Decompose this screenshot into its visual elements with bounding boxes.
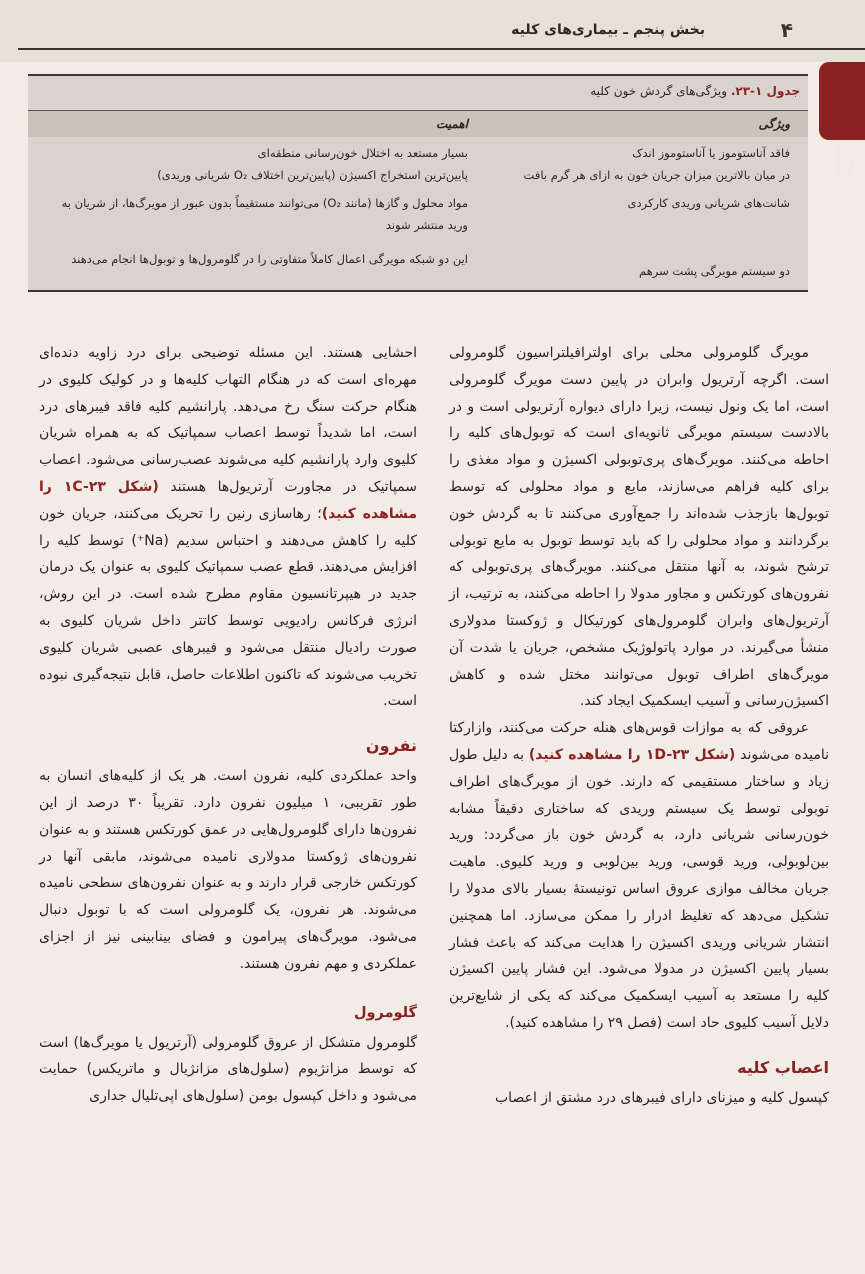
figure-reference: (شکل ۱D-۲۳ را مشاهده کنید) <box>528 746 736 763</box>
figure-reference: (شکل ۱C-۲۳ را مشاهده کنید) <box>39 478 417 522</box>
paragraph: کپسول کلیه و میزنای دارای فیبرهای درد مشتق از اعصاب <box>495 1089 829 1106</box>
renal-circulation-table <box>28 74 808 292</box>
table-cell-feature: شانت‌های شریانی وریدی کارکردی <box>627 196 790 210</box>
paragraph-text: به دلیل طول زیاد و ساختار مستقیمی که دارند. خون از مویرگ‌های اطراف توبولی توسط یک سیستم وریدی که ساختاری دقیقاً مشابه خون‌رسانی شریانی دارد، به گردش خون باز می‌گردد: ورید بین‌لوبولی، ورید قوسی، ورید بین‌لوبی و ورید کلیوی. ماهیت جریان مخالف موازی عروق اساس تونیستهٔ بسیار بالای مدولا را تشکیل می‌دهد که تغلیظ ادرار را ممکن می‌سازد. اما همچنین انتشار شریانی وریدی اکسیژن را هدایت می‌کند که باعث فشار بسیار پایین اکسیژن در مدولا می‌شود. این فشار پایین اکسیژن کلیه را مستعد به آسیب ایسکمیک می‌کند که یکی از شایع‌ترین دلایل آسیب کلیوی حاد است (فصل ۲۹ را مشاهده کنید). <box>449 746 829 1031</box>
table-cell-feature: دو سیستم مویرگی پشت سرهم <box>639 264 790 278</box>
table-row <box>28 190 808 246</box>
table-row <box>28 140 808 162</box>
page-header <box>0 0 865 62</box>
section-heading-renal-nerves: اعصاب کلیه <box>737 1057 829 1077</box>
table-cell-importance: این دو شبکه مویرگی اعمال کاملاً متفاوتی را در گلومرول‌ها و توبول‌ها انجام می‌دهند <box>71 252 468 266</box>
kidney-icon <box>829 140 857 184</box>
paragraph: گلومرول متشکل از عروق گلومرولی (آرتریول یا مویرگ‌ها) است که توسط مزانژیوم (سلول‌های مزانژیال و ماتریکس) حمایت می‌شود و داخل کپسول بومن (سلول‌های اپی‌تلیال جداری <box>39 1034 417 1105</box>
running-title: بخش پنجم ـ بیماری‌های کلیه <box>511 22 705 38</box>
paragraph-text: ؛ رهاسازی رنین را تحریک می‌کنند، جریان خون کلیه را کاهش می‌دهند و احتباس سدیم (Na⁺) توسط کلیه را افزایش می‌دهند. قطع عصب سمپاتیک کلیوی به عنوان یک درمان جدید در هیپرتانسیون مقاوم مطرح شده است. در این روش، انرژی فرکانس رادیویی توسط کاتتر داخل شریان کلیوی به صورت رادیال منتقل می‌شود و فیبرهای عصبی شریان کلیوی تخریب می‌شوند که تاکنون اطلاعات حاصل، قابل نتیجه‌گیری نبوده است. <box>39 505 418 710</box>
header-rule <box>18 48 865 50</box>
table-header-row <box>28 110 808 137</box>
column-header-feature: ویژگی <box>758 117 790 131</box>
paragraph: مویرگ گلومرولی محلی برای اولترافیلتراسیون گلومرولی است. اگرچه آرتریول وابران در پایین دست مویرگ گلومرولی است، اما یک ونول نیست، زیرا دارای دیواره آرتریولی است و در بالادست سیستم مویرگی ثانویه‌ای است که توبول‌های کلیه را احاطه می‌کنند. مویرگ‌های پری‌توبولی اکسیژن و مواد مغذی را برای کلیه فراهم می‌سازند، مایع و مواد محلولی که توسط توبول‌ها بازجذب شده‌اند را جمع‌آوری می‌کنند تا به گردش خون برگردانند و مواد محلولی را که باید توسط توبول به مایع توبولی ترشح شوند، به آنها منتقل می‌کنند. مویرگ‌های پری‌توبولی که نفرون‌های کورتکس و مجاور مدولا را احاطه می‌کنند، به ترتیب، از آرتریول‌های وابران گلومرول‌های کورتیکال و ژوکستا مدولاری منشأ می‌گیرند. در موارد پاتولوژیک مشخص، جریان یا شدت آن مویرگ‌های اطراف توبول می‌توانند مختل شده و کاهش اکسیژن‌رسانی و آسیب ایسکمیک ایجاد کند. <box>449 345 829 710</box>
paragraph <box>449 715 829 1037</box>
chapter-thumb-tab <box>819 62 865 140</box>
table-number: جدول ۱-۲۳. <box>730 84 800 98</box>
page-number: ۴ <box>780 18 793 42</box>
table-cell-importance: بسیار مستعد به اختلال خون‌رسانی منطقه‌ای <box>257 146 468 160</box>
paragraph: واحد عملکردی کلیه، نفرون است. هر یک از کلیه‌های انسان به طور تقریبی، ۱ میلیون نفرون دارد. تقریباً ۳۰ درصد از این نفرون‌ها دارای گلومرول‌هایی در عمق کورتکس هستند و به عنوان نفرون‌های ژوکستا مدولاری نامیده می‌شوند، مابقی آنها در کورتکس خارجی قرار دارند و به عنوان نفرون‌های سطحی نامیده می‌شوند. هر نفرون، یک گلومرولی است که با توبول دنبال می‌شود. مویرگ‌های پیرامون و فضای بینابینی نیز از اجزای عملکردی و مهم نفرون هستند. <box>39 768 417 972</box>
left-text-column <box>39 340 417 1110</box>
paragraph-text: عروقی که به موازات قوس‌های هنله حرکت می‌کنند، وازارکتا نامیده می‌شوند <box>449 720 829 763</box>
section-heading-nephron: نفرون <box>365 736 417 756</box>
paragraph <box>39 340 417 715</box>
section-heading-glomerulus: گلومرول <box>353 1004 417 1021</box>
table-cell-feature: فاقد آناستوموز یا آناستوموز اندک <box>632 146 790 160</box>
table-cell-feature: در میان بالاترین میزان جریان خون به ازای هر گرم بافت <box>523 168 790 182</box>
table-row <box>28 246 808 278</box>
table-cell-importance: پایین‌ترین استخراج اکسیژن (پایین‌ترین اختلاف O₂ شریانی وریدی) <box>157 168 468 182</box>
table-body <box>28 140 808 278</box>
table-row <box>28 162 808 190</box>
table-cell-importance: مواد محلول و گازها (مانند O₂) می‌توانند مستقیماً بدون عبور از مویرگ‌ها، از شریان به ورید منتشر شوند <box>61 196 468 232</box>
table-caption <box>590 84 800 98</box>
table-title: ویژگی‌های گردش خون کلیه <box>590 84 731 98</box>
paragraph-text: احشایی هستند. این مسئله توضیحی برای درد زاویه دنده‌ای مهره‌ای است که در هنگام التهاب کلیه‌ها و در کولیک کلیوی در هنگام حرکت سنگ رخ می‌دهد. پارانشیم کلیه فاقد فیبرهای درد است، اما شدیداً توسط اعصاب سمپاتیک که به همراه شریان کلیوی وارد پارانشیم کلیه می‌شوند عصب‌رسانی می‌شود. اعصاب سمپاتیک در مجاورت آرتریول‌ها هستند <box>39 345 417 495</box>
right-text-column <box>449 340 829 1112</box>
column-header-importance: اهمیت <box>435 117 468 131</box>
